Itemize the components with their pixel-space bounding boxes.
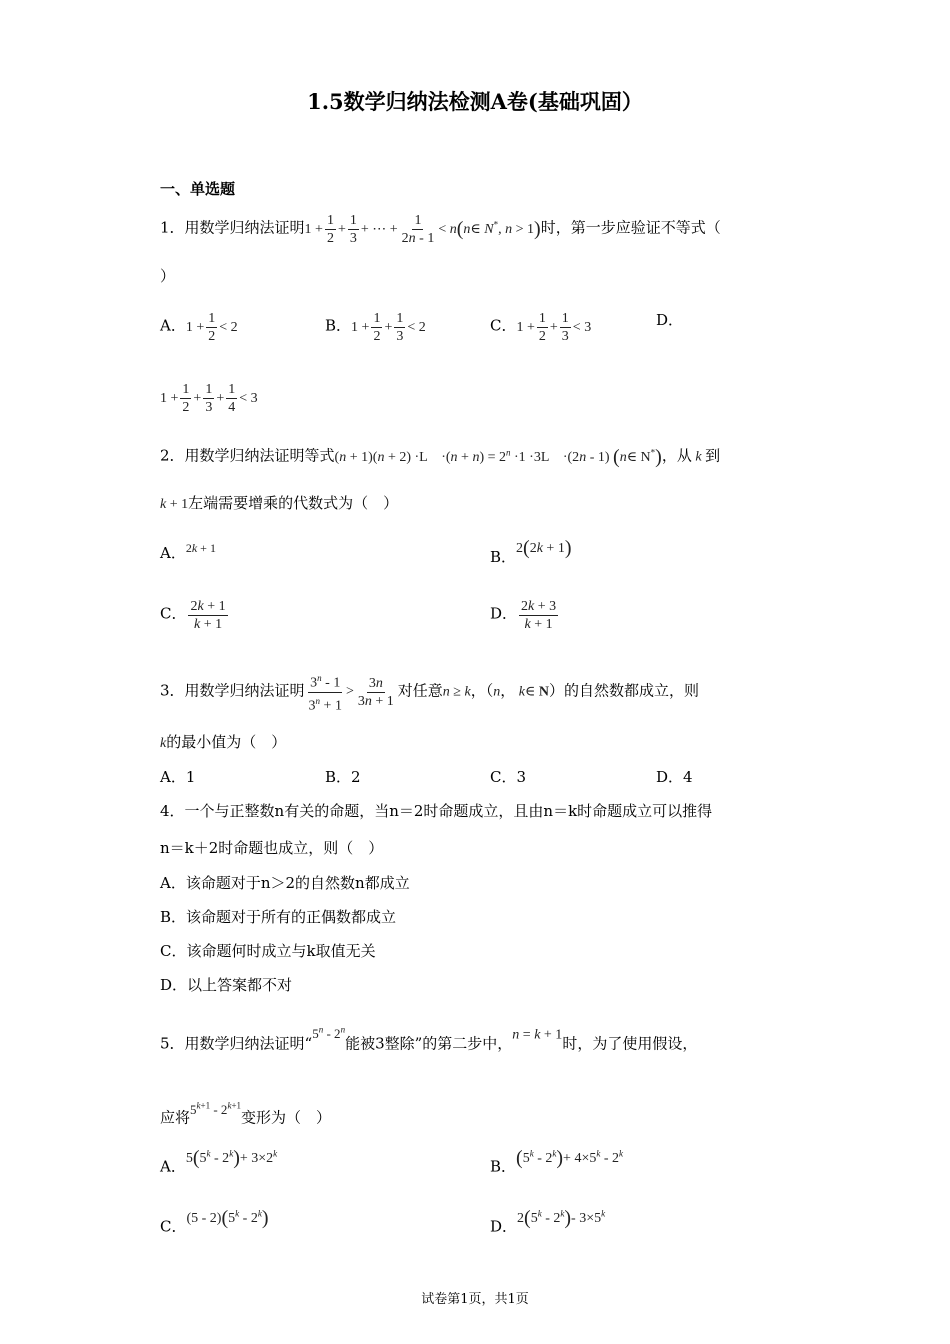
q1-option-c[interactable]: C．1 + $\frac{1}{2}$ + $\frac{1}{3}$ < 3 <box>490 311 592 344</box>
q5-tail: 时，为了使用假设， <box>562 1034 698 1053</box>
q2-option-b[interactable]: B．2(2k + 1) <box>490 537 572 566</box>
q5-option-b[interactable]: B．$(5^k - 2^k)+ 4\times 5^k - 2^k$ <box>490 1146 624 1176</box>
q2-option-d-label: D． <box>490 604 518 623</box>
q5-option-b-label: B． <box>490 1157 517 1176</box>
q5-option-c-label: C． <box>160 1217 187 1236</box>
q3-line2-text: 的最小值为（ ） <box>166 733 287 751</box>
q2-option-a[interactable]: A．$^{2k + 1}$ <box>160 541 216 562</box>
q2-tail2: 到 <box>705 446 721 465</box>
q5-line2b: 变形为（ ） <box>241 1108 332 1127</box>
q5-option-a-label: A． <box>160 1157 186 1176</box>
q2-option-c[interactable]: C． $\frac{2k + 1}{k + 1}$ <box>160 599 226 632</box>
q3-line2: k的最小值为（ ） <box>160 733 287 751</box>
q3-option-a[interactable]: A．1 <box>160 768 196 786</box>
q2-line2-text: 左端需要增乘的代数式为（ ） <box>188 494 399 512</box>
q4-option-d[interactable]: D．以上答案都不对 <box>160 976 293 994</box>
q1-option-a[interactable]: A．1 + $\frac{1}{2}$ < 2 <box>160 311 238 344</box>
q2-lead: 2．用数学归纳法证明等式 <box>160 446 335 465</box>
q2-stem: 2．用数学归纳法证明等式(n + 1)(n + 2) ·L $\cdot(n + n) = 2^n \cdot 1 \cdot 3L$ ·(2n - 1) (n∈ N*)，从 k 到 <box>160 445 721 468</box>
q1-stem <box>160 212 721 247</box>
q3-option-c[interactable]: C．3 <box>490 768 527 786</box>
q3-stem: 3．用数学归纳法证明 $\frac{3^n - 1}{3^n + 1}$ > $\frac{3n}{3n + 1}$ 对任意n ≥ k，（n， k∈ N）的自然数都成立，则 <box>160 670 699 714</box>
q1-inequality: 1 + $\frac{1}{2}$ + $\frac{1}{3}$ + ⋯ + $\frac{1}{2n - 1}$ < n(n∈ N*, n > 1) <box>304 213 541 246</box>
q5-option-a[interactable]: A．$5(5^k - 2^k)+ 3\times 2^k$ <box>160 1146 278 1176</box>
q2-equation: (n + 1)(n + 2) ·L $\cdot(n + n) = 2^n \cdot 1 \cdot 3L$ ·(2n - 1) (n∈ N*) <box>334 445 662 468</box>
page-title: 1.5数学归纳法检测A卷(基础巩固） <box>307 89 643 114</box>
q4-line1: 4．一个与正整数n有关的命题，当n＝2时命题成立，且由n＝k时命题成立可以推得 <box>160 802 713 820</box>
q1-option-c-label: C． <box>490 316 517 335</box>
q3-mid: 对任意 <box>397 681 443 700</box>
q3-lead: 3．用数学归纳法证明 <box>160 681 305 700</box>
q1-lead: 1．用数学归纳法证明 <box>160 218 305 237</box>
q1-option-d-label[interactable]: D． <box>656 311 684 329</box>
q3-option-b[interactable]: B．2 <box>325 768 361 786</box>
q2-option-c-label: C． <box>160 604 187 623</box>
q1-option-a-label: A． <box>160 316 186 335</box>
section-heading: 一、单选题 <box>160 180 236 198</box>
q3-paren3: ）的自然数都成立，则 <box>548 681 699 700</box>
q3-paren: ，（ <box>470 681 494 700</box>
q2-line2: k + 1左端需要增乘的代数式为（ ） <box>160 494 399 512</box>
q5-line2a: 应将 <box>160 1108 191 1127</box>
q2-option-b-label: B． <box>490 548 517 566</box>
q1-option-b[interactable]: B．1 + $\frac{1}{2}$ + $\frac{1}{3}$ < 2 <box>325 311 426 344</box>
q5-stem: 5．用数学归纳法证明“5$^n$ - 2$^n$能被3整除”的第二步中，n = k + 1时，为了使用假设， <box>160 1025 698 1053</box>
q5-option-d[interactable]: D．2(5$^k$ - 2$^k$)- $3\times 5^k$ <box>490 1206 606 1236</box>
q5-option-c[interactable]: C．(5 - 2)(5$^k$ - 2$^k$) <box>160 1206 269 1236</box>
q4-option-c[interactable]: C．该命题何时成立与k取值无关 <box>160 942 376 960</box>
q5-mid: 能被3整除”的第二步中， <box>345 1034 513 1053</box>
q3-option-d[interactable]: D．4 <box>656 768 693 786</box>
q2-option-a-label: A． <box>160 544 186 562</box>
q2-option-d[interactable]: D． $\frac{2k + 3}{k + 1}$ <box>490 599 557 632</box>
q3-paren2: ， <box>500 681 516 700</box>
q5-option-d-label: D． <box>490 1217 518 1236</box>
q2-tail: ，从 <box>661 446 692 465</box>
q1-option-d[interactable]: 1 + $\frac{1}{2}$ + $\frac{1}{3}$ + $\frac{1}{4}$ < 3 <box>160 382 258 415</box>
q4-option-a[interactable]: A．该命题对于n＞2的自然数n都成立 <box>160 874 410 892</box>
q5-line2: 应将$5^{k+1} - 2^{k+1}$变形为（ ） <box>160 1101 332 1127</box>
q3-inequality: $\frac{3^n - 1}{3^n + 1}$ > $\frac{3n}{3n + 1}$ <box>305 684 398 699</box>
q5-lead: 5．用数学归纳法证明“ <box>160 1034 313 1053</box>
q1-option-b-label: B． <box>325 316 352 335</box>
q1-tail: 时，第一步应验证不等式（ <box>540 218 721 237</box>
q1-close: ） <box>160 267 176 285</box>
page-footer: 试卷第1页，共1页 <box>421 1292 529 1307</box>
q4-line2: n＝k＋2时命题也成立，则（ ） <box>160 839 384 857</box>
q4-option-b[interactable]: B．该命题对于所有的正偶数都成立 <box>160 908 397 926</box>
